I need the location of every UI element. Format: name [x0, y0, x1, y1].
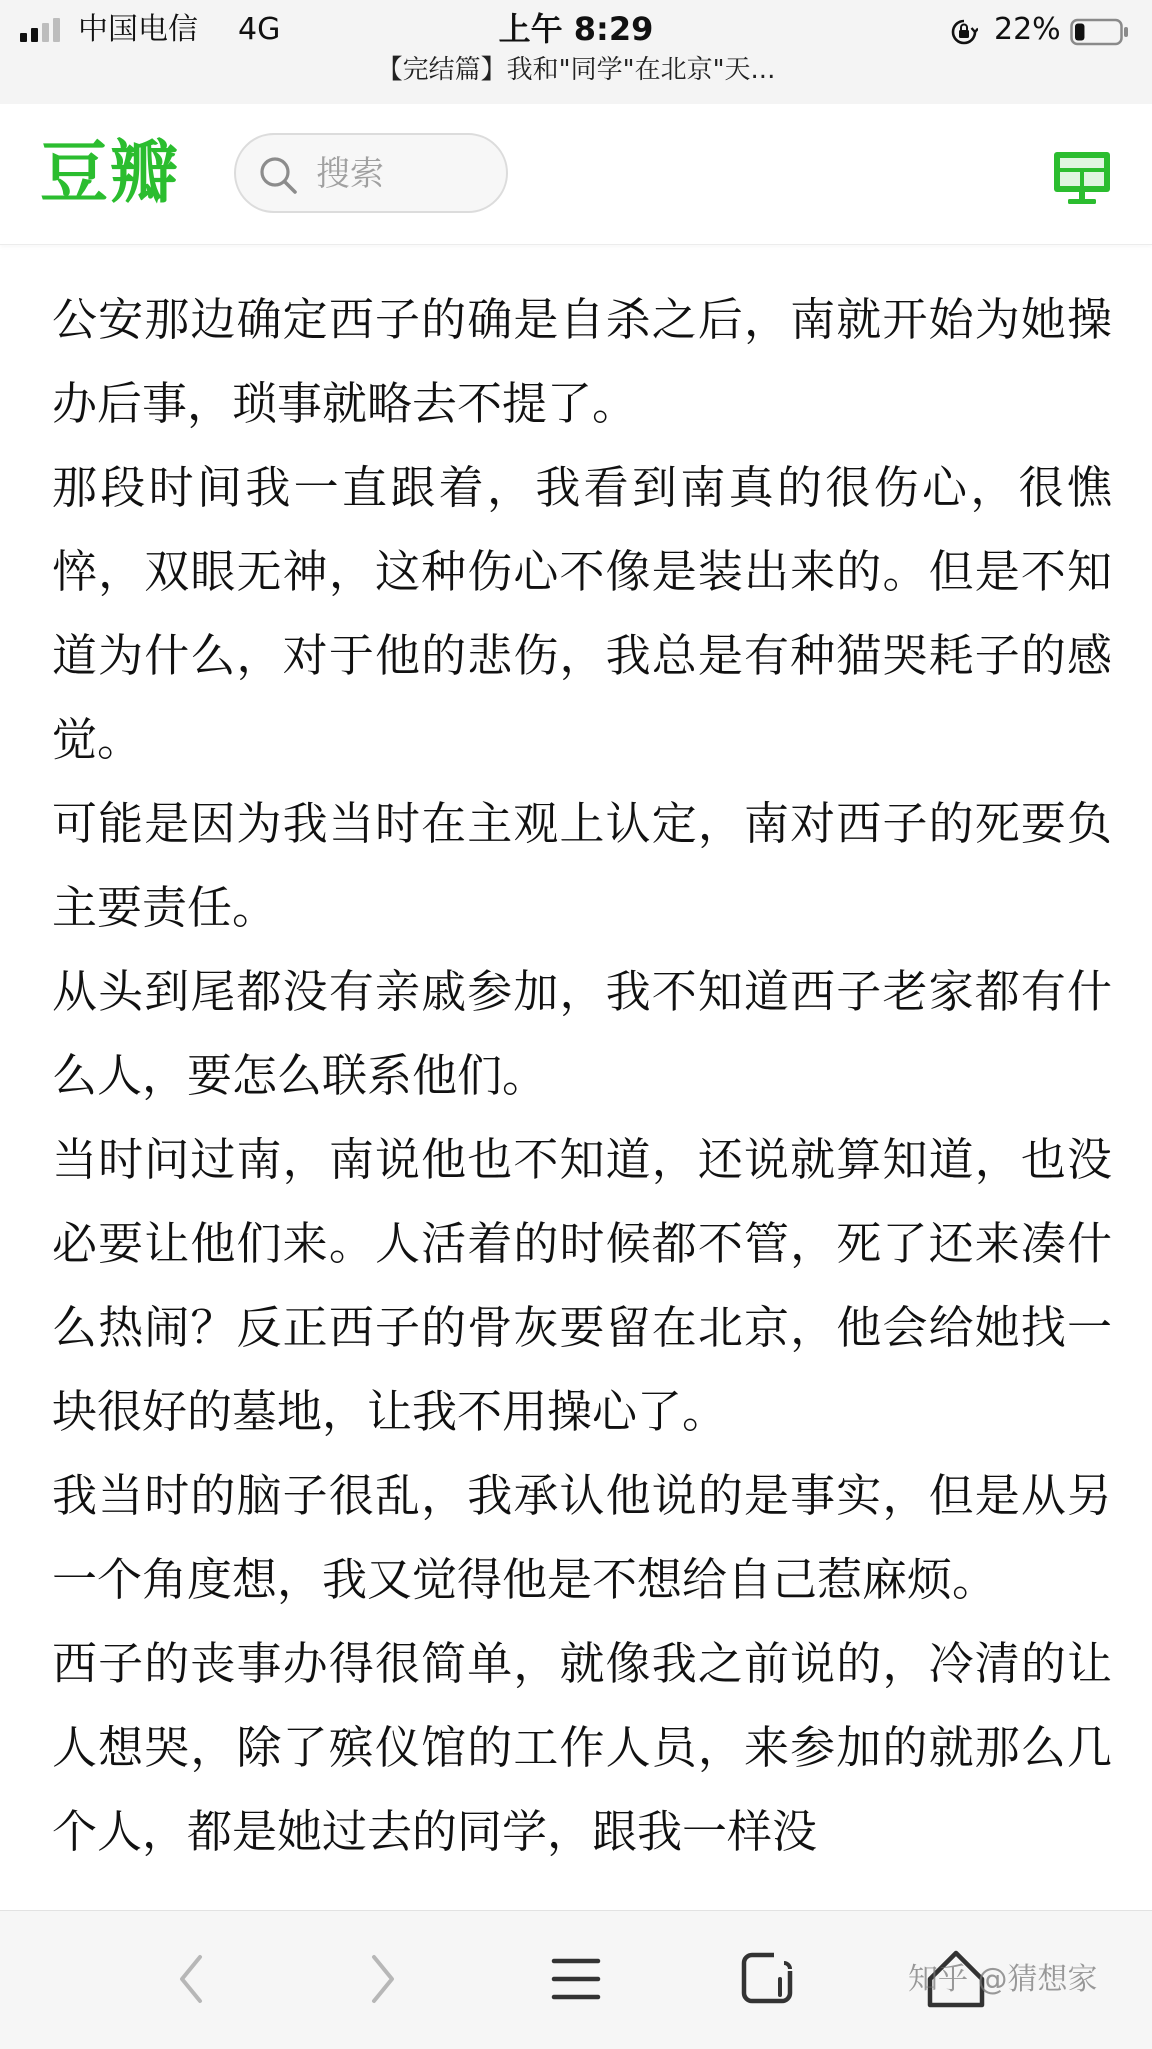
clock: 上午 8:29	[498, 10, 654, 48]
battery-icon	[1070, 18, 1130, 46]
article-body	[52, 278, 1112, 1910]
status-bar	[0, 0, 1152, 104]
article-paragraph: 公安那边确定西子的确是自杀之后，南就开始为她操办后事，琐事就略去不提了。	[52, 293, 1112, 430]
site-header	[0, 104, 1152, 245]
article-paragraph: 西子的丧事办得很简单，就像我之前说的，冷清的让人想哭，除了殡仪馆的工作人员，来参加的就那么几个人，都是她过去的同学，跟我一样没	[52, 1637, 1112, 1858]
watermark: 知乎 @猜想家	[908, 1962, 1098, 1997]
menu-icon[interactable]	[536, 1939, 616, 2019]
carrier-name: 中国电信	[78, 12, 198, 47]
article-paragraph: 从头到尾都没有亲戚参加，我不知道西子老家都有什么人，要怎么联系他们。	[52, 965, 1112, 1102]
orientation-lock-icon	[950, 18, 978, 46]
search-icon	[256, 153, 300, 197]
back-icon[interactable]	[152, 1939, 232, 2019]
tabs-icon[interactable]	[728, 1939, 808, 2019]
page-title[interactable]: 【完结篇】我和"同学"在北京"天...	[376, 55, 776, 85]
battery-percent: 22%	[994, 12, 1061, 47]
douban-logo[interactable]: 豆瓣	[40, 134, 181, 213]
desktop-icon[interactable]	[1052, 150, 1112, 206]
search-box[interactable]	[234, 133, 508, 213]
search-input[interactable]	[314, 147, 498, 201]
article-paragraph: 我当时的脑子很乱，我承认他说的是事实，但是从另一个角度想，我又觉得他是不想给自己惹麻烦。	[52, 1469, 1112, 1606]
forward-icon[interactable]	[342, 1939, 422, 2019]
article-paragraph: 那段时间我一直跟着，我看到南真的很伤心，很憔悴，双眼无神，这种伤心不像是装出来的。但是不知道为什么，对于他的悲伤，我总是有种猫哭耗子的感觉。	[52, 461, 1112, 766]
article-paragraph: 当时问过南，南说他也不知道，还说就算知道，也没必要让他们来。人活着的时候都不管，死了还来凑什么热闹？反正西子的骨灰要留在北京，他会给她找一块很好的墓地，让我不用操心了。	[52, 1133, 1112, 1438]
status-row	[0, 6, 1152, 54]
network-type: 4G	[238, 12, 281, 47]
article-paragraph: 可能是因为我当时在主观上认定，南对西子的死要负主要责任。	[52, 797, 1112, 934]
